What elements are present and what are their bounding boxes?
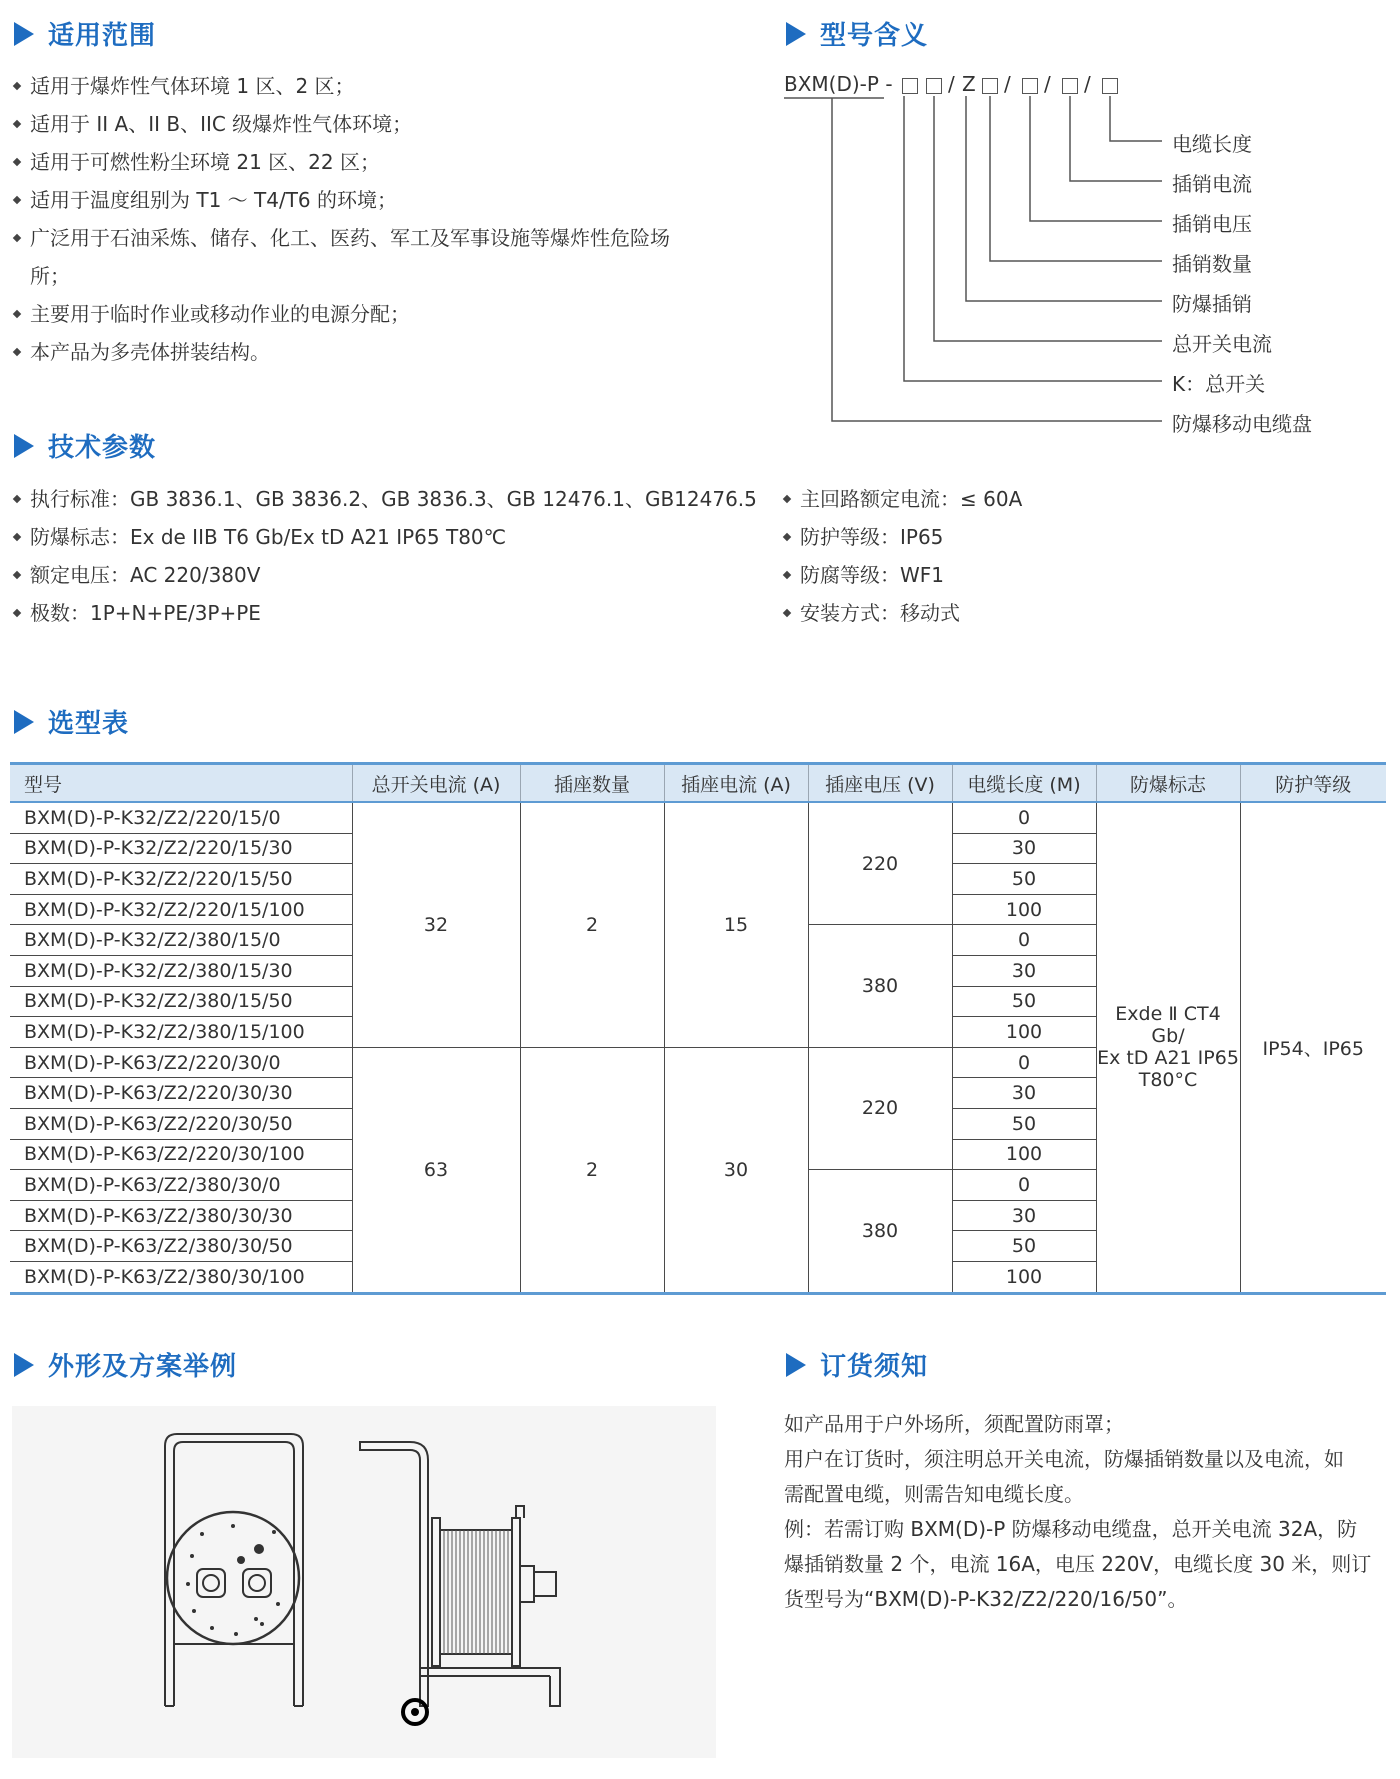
order-notes <box>784 1407 1394 1617</box>
list-item: 主回路额定电流：≤ 60A <box>782 480 1382 518</box>
cell-model: BXM(D)-P-K63/Z2/380/30/100 <box>10 1261 352 1293</box>
tech-list-left <box>12 480 772 632</box>
cell-protection: IP54、IP65 <box>1240 802 1386 1293</box>
header-main-current: 总开关电流 (A) <box>352 764 520 803</box>
header-socket-voltage: 插座电压 (V) <box>808 764 952 803</box>
cell-cable-length: 50 <box>952 986 1096 1017</box>
cell-socket-voltage: 380 <box>808 925 952 1047</box>
reel-disc <box>167 1512 299 1644</box>
triangle-bullet-icon <box>14 1353 34 1377</box>
cell-main-current: 32 <box>352 802 520 1047</box>
selection-table <box>10 762 1386 1295</box>
header-model: 型号 <box>10 764 352 803</box>
label-plug-voltage: 插销电压 <box>1172 212 1252 236</box>
placeholder-box <box>1102 78 1118 94</box>
cell-cable-length: 100 <box>952 894 1096 925</box>
cell-cable-length: 0 <box>952 802 1096 833</box>
triangle-bullet-icon <box>14 22 34 46</box>
cell-cable-length: 30 <box>952 833 1096 864</box>
placeholder-box <box>982 78 998 94</box>
cell-socket-voltage: 220 <box>808 1047 952 1169</box>
header-protection: 防护等级 <box>1240 764 1386 803</box>
label-plug-quantity: 插销数量 <box>1172 252 1252 276</box>
list-item: 主要用于临时作业或移动作业的电源分配； <box>12 295 712 333</box>
list-item: 防护等级：IP65 <box>782 518 1382 556</box>
order-line: 爆插销数量 2 个，电流 16A，电压 220V，电缆长度 30 米，则订 <box>784 1552 1372 1576</box>
cell-cable-length: 100 <box>952 1261 1096 1293</box>
placeholder-box <box>1022 78 1038 94</box>
list-item: 防爆标志：Ex de IIB T6 Gb/Ex tD A21 IP65 T80℃ <box>12 518 772 556</box>
order-line: 需配置电缆，则需告知电缆长度。 <box>784 1482 1084 1506</box>
cell-model: BXM(D)-P-K63/Z2/220/30/50 <box>10 1108 352 1139</box>
list-item: 适用于可燃性粉尘环境 21 区、22 区； <box>12 143 712 181</box>
cell-socket-current: 15 <box>664 802 808 1047</box>
cell-model: BXM(D)-P-K32/Z2/220/15/100 <box>10 894 352 925</box>
cell-socket-voltage: 380 <box>808 1170 952 1293</box>
list-item: 适用于爆炸性气体环境 1 区、2 区； <box>12 67 712 105</box>
cell-model: BXM(D)-P-K32/Z2/380/15/50 <box>10 986 352 1017</box>
label-ex-plug: 防爆插销 <box>1172 292 1252 316</box>
order-line: 例：若需订购 BXM(D)-P 防爆移动电缆盘，总开关电流 32A，防 <box>784 1517 1358 1541</box>
cell-socket-voltage: 220 <box>808 802 952 925</box>
cell-cable-length: 0 <box>952 925 1096 956</box>
order-line: 用户在订货时，须注明总开关电流，防爆插销数量以及电流，如 <box>784 1447 1344 1471</box>
list-item: 广泛用于石油采炼、储存、化工、医药、军工及军事设施等爆炸性危险场所； <box>12 219 700 295</box>
placeholder-box <box>926 78 942 94</box>
cell-cable-length: 50 <box>952 864 1096 895</box>
cell-cable-length: 100 <box>952 1139 1096 1170</box>
scope-list <box>12 67 712 371</box>
triangle-bullet-icon <box>14 710 34 734</box>
section-title-selection: 选型表 <box>14 703 129 740</box>
list-item: 本产品为多壳体拼装结构。 <box>12 333 712 371</box>
cell-model: BXM(D)-P-K32/Z2/220/15/0 <box>10 802 352 833</box>
cell-main-current: 63 <box>352 1047 520 1293</box>
front-frame <box>165 1434 303 1706</box>
cell-cable-length: 50 <box>952 1108 1096 1139</box>
triangle-bullet-icon <box>14 434 34 458</box>
triangle-bullet-icon <box>786 22 806 46</box>
list-item: 适用于温度组别为 T1 ～ T4/T6 的环境； <box>12 181 712 219</box>
cell-model: BXM(D)-P-K32/Z2/380/15/30 <box>10 955 352 986</box>
label-cable-length: 电缆长度 <box>1172 132 1252 156</box>
list-item: 额定电压：AC 220/380V <box>12 556 772 594</box>
cell-model: BXM(D)-P-K63/Z2/220/30/100 <box>10 1139 352 1170</box>
section-title-tech: 技术参数 <box>14 427 156 464</box>
header-socket-current: 插座电流 (A) <box>664 764 808 803</box>
cell-cable-length: 30 <box>952 1078 1096 1109</box>
section-title-scope: 适用范围 <box>14 15 156 52</box>
table-header-row <box>10 764 1386 803</box>
cell-cable-length: 0 <box>952 1170 1096 1201</box>
cell-cable-length: 30 <box>952 1200 1096 1231</box>
cell-model: BXM(D)-P-K32/Z2/380/15/0 <box>10 925 352 956</box>
placeholder-box <box>1062 78 1078 94</box>
cell-model: BXM(D)-P-K63/Z2/220/30/0 <box>10 1047 352 1078</box>
tech-list-right <box>782 480 1382 632</box>
order-line: 如产品用于户外场所，须配置防雨罩； <box>784 1412 1124 1436</box>
header-socket-qty: 插座数量 <box>520 764 664 803</box>
cell-model: BXM(D)-P-K63/Z2/380/30/30 <box>10 1200 352 1231</box>
list-item: 安装方式：移动式 <box>782 594 1382 632</box>
placeholder-box <box>902 78 918 94</box>
list-item: 极数：1P+N+PE/3P+PE <box>12 594 772 632</box>
section-title-appearance: 外形及方案举例 <box>14 1346 237 1383</box>
section-title-model-meaning: 型号含义 <box>786 15 928 52</box>
list-item: 执行标准：GB 3836.1、GB 3836.2、GB 3836.3、GB 12476.1、GB12476.5 <box>12 480 772 518</box>
label-main-switch-current: 总开关电流 <box>1172 332 1272 356</box>
cell-cable-length: 100 <box>952 1017 1096 1048</box>
header-ex-mark: 防爆标志 <box>1096 764 1240 803</box>
section-title-order: 订货须知 <box>786 1346 928 1383</box>
header-cable-length: 电缆长度 (M) <box>952 764 1096 803</box>
table-row <box>10 802 1386 833</box>
cell-model: BXM(D)-P-K32/Z2/220/15/30 <box>10 833 352 864</box>
cell-socket-qty: 2 <box>520 802 664 1047</box>
cell-model: BXM(D)-P-K32/Z2/380/15/100 <box>10 1017 352 1048</box>
order-line: 货型号为“BXM(D)-P-K32/Z2/220/16/50”。 <box>784 1587 1188 1611</box>
cell-cable-length: 30 <box>952 955 1096 986</box>
cell-model: BXM(D)-P-K63/Z2/380/30/50 <box>10 1231 352 1262</box>
cell-model: BXM(D)-P-K63/Z2/380/30/0 <box>10 1170 352 1201</box>
cell-cable-length: 0 <box>952 1047 1096 1078</box>
list-item: 适用于 II A、II B、IIC 级爆炸性气体环境； <box>12 105 712 143</box>
label-cable-reel: 防爆移动电缆盘 <box>1172 412 1312 436</box>
triangle-bullet-icon <box>786 1353 806 1377</box>
cell-model: BXM(D)-P-K63/Z2/220/30/30 <box>10 1078 352 1109</box>
cell-model: BXM(D)-P-K32/Z2/220/15/50 <box>10 864 352 895</box>
cable-reel-drawing <box>12 1406 716 1758</box>
list-item: 防腐等级：WF1 <box>782 556 1382 594</box>
cell-socket-current: 30 <box>664 1047 808 1293</box>
label-plug-current: 插销电流 <box>1172 172 1252 196</box>
cell-ex-mark: Exde Ⅱ CT4 Gb/ Ex tD A21 IP65 T80°C <box>1096 802 1240 1293</box>
cell-cable-length: 50 <box>952 1231 1096 1262</box>
model-code-prefix: BXM(D)-P - <box>784 72 893 96</box>
cell-socket-qty: 2 <box>520 1047 664 1293</box>
label-main-switch: K：总开关 <box>1172 372 1266 396</box>
